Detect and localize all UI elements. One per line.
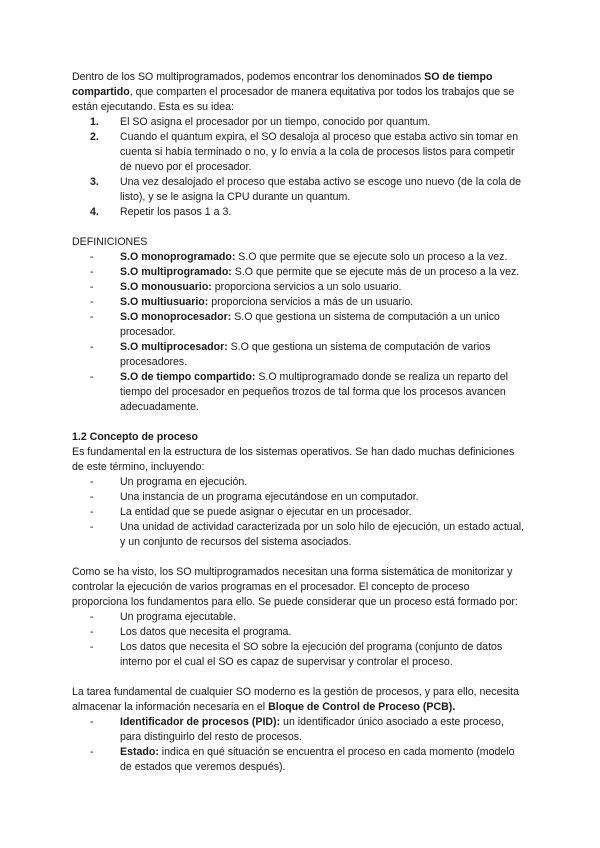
- list-item: - S.O multiprogramado: S.O que permite que se ejecute más de un proceso a la vez.: [90, 266, 520, 278]
- intro-bold-term: SO de tiempo compartido: [72, 71, 493, 98]
- definitions-list: [72, 250, 528, 415]
- steps-list: [72, 115, 528, 220]
- list-item: - S.O multiprocesador: S.O que gestiona un sistema de computación de varios procesadores.: [90, 341, 491, 368]
- list-item: - Identificador de procesos (PID): un identificador único asociado a este proceso, para distinguirlo del resto de procesos.: [90, 716, 504, 743]
- list-item: - Una instancia de un programa ejecutándose en un computador.: [90, 491, 419, 503]
- pcb-paragraph: La tarea fundamental de cualquier SO moderno es la gestión de procesos, y para ello, necesita almacenar la información necesaria en el Bloque de Control de Proceso (PCB).: [72, 686, 519, 713]
- definitions-title: DEFINICIONES: [72, 236, 148, 248]
- section-heading: 1.2 Concepto de proceso: [72, 431, 198, 443]
- pcb-bold-term: Bloque de Control de Proceso (PCB).: [268, 701, 456, 713]
- process-composition-list: [72, 610, 528, 670]
- list-item: - Los datos que necesita el programa.: [90, 626, 292, 638]
- list-item: - Estado: indica en qué situación se encuentra el proceso en cada momento (modelo de estados que veremos después).: [90, 746, 515, 773]
- process-composition-paragraph: Como se ha visto, los SO multiprogramados necesitan una forma sistemática de monitorizar y controlar la ejecución de varios programas en el procesador. El concepto de proceso proporciona los fundamentos para ello. Se puede considerar que un proceso está formado por:: [72, 566, 518, 608]
- list-item: 2. Cuando el quantum expira, el SO desaloja al proceso que estaba activo sin tomar en cuenta si había terminado o no, y lo envía a la cola de procesos listos para competir de nuevo por el procesador.: [90, 131, 519, 173]
- list-item: - Un programa en ejecución.: [90, 476, 248, 488]
- list-item: - S.O monousuario: proporciona servicios a un solo usuario.: [90, 281, 402, 293]
- list-item: - S.O monoprogramado: S.O que permite que se ejecute solo un proceso a la vez.: [90, 251, 508, 263]
- list-item: - La entidad que se puede asignar o ejecutar en un procesador.: [90, 506, 412, 518]
- list-item: 1. El SO asigna el procesador por un tiempo, conocido por quantum.: [90, 116, 431, 128]
- process-definitions-list: [72, 475, 528, 550]
- list-item: 4. Repetir los pasos 1 a 3.: [90, 206, 232, 218]
- list-item: - S.O multiusuario: proporciona servicios a más de un usuario.: [90, 296, 414, 308]
- pcb-fields-list: [72, 715, 528, 775]
- document-page: [72, 70, 528, 775]
- section-intro: Es fundamental en la estructura de los sistemas operativos. Se han dado muchas definiciones de este término, incluyendo:: [72, 446, 515, 473]
- list-item: - Un programa ejecutable.: [90, 611, 237, 623]
- list-item: - Una unidad de actividad caracterizada por un solo hilo de ejecución, un estado actual, y un conjunto de recursos del sistema asociados.: [90, 521, 525, 548]
- list-item: - S.O monoprocesador: S.O que gestiona un sistema de computación a un unico procesador.: [90, 311, 500, 338]
- list-item: 3. Una vez desalojado el proceso que estaba activo se escoge uno nuevo (de la cola de listo), y se le asigna la CPU durante un quantum.: [90, 176, 522, 203]
- list-item: - S.O de tiempo compartido: S.O multiprogramado donde se realiza un reparto del tiempo del procesador en pequeños trozos de tal forma que los procesos avancen adecuadamente.: [90, 371, 509, 413]
- list-item: - Los datos que necesita el SO sobre la ejecución del programa (conjunto de datos interno por el cual el SO es capaz de supervisar y controlar el proceso.: [90, 641, 503, 668]
- intro-paragraph: Dentro de los SO multiprogramados, podemos encontrar los denominados SO de tiempo compartido, que comparten el procesador de manera equitativa por todos los trabajos que se están ejecutando. Esta es su idea:: [72, 71, 515, 113]
